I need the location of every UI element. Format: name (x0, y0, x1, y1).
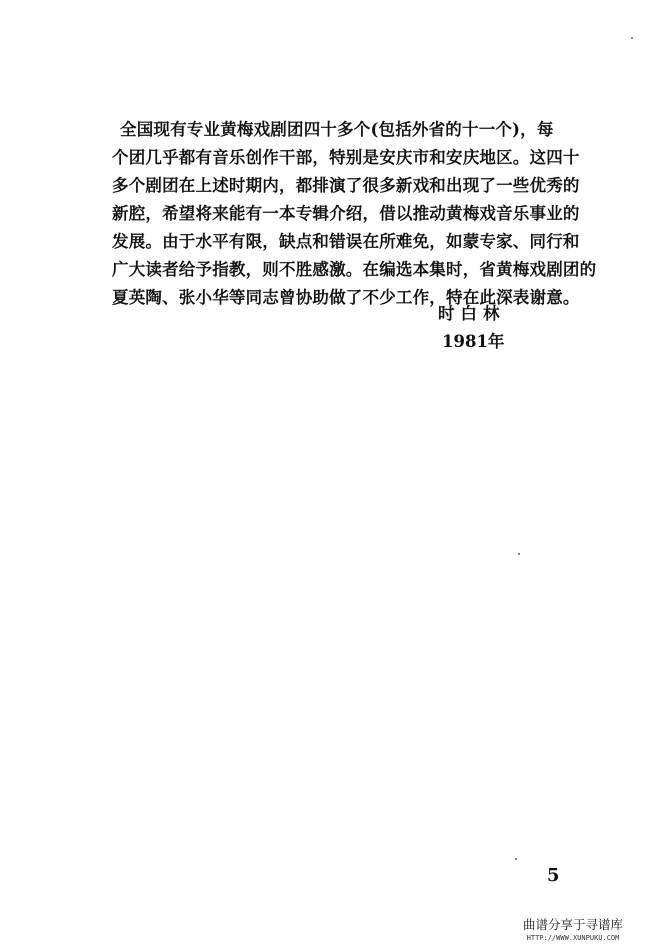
paragraph-line: 夏英陶、张小华等同志曾协助做了不少工作，特在此深表谢意。 (112, 288, 580, 307)
watermark-title: 曲谱分享于寻谱库 (522, 917, 623, 932)
paragraph-line: 个团几乎都有音乐创作干部，特别是安庆市和安庆地区。这四十 (112, 148, 580, 167)
paragraph-line: 新腔，希望将来能有一本专辑介绍，借以推动黄梅戏音乐事业的 (112, 204, 580, 223)
paragraph-line: 发展。由于水平有限，缺点和错误在所难免，如蒙专家、同行和 (112, 232, 580, 251)
paragraph-line: 多个剧团在上述时期内，都排演了很多新戏和出现了一些优秀的 (112, 176, 580, 195)
date-line: 1981年 (442, 332, 505, 351)
preface-paragraph (112, 116, 597, 312)
author-signature: 时白林 (438, 304, 506, 323)
paragraph-line: 全国现有专业黄梅戏剧团四十多个(包括外省的十一个)，每 (120, 120, 554, 139)
scan-speck (515, 858, 517, 860)
page-number: 5 (547, 865, 560, 886)
paragraph-line: 广大读者给予指教，则不胜感激。在编选本集时，省黄梅戏剧团的 (112, 260, 597, 279)
site-watermark (498, 917, 648, 943)
scan-speck (518, 553, 520, 555)
scan-speck (631, 37, 633, 39)
watermark-url: HTTP://WWW.XUNPUKU.COM (526, 934, 620, 942)
